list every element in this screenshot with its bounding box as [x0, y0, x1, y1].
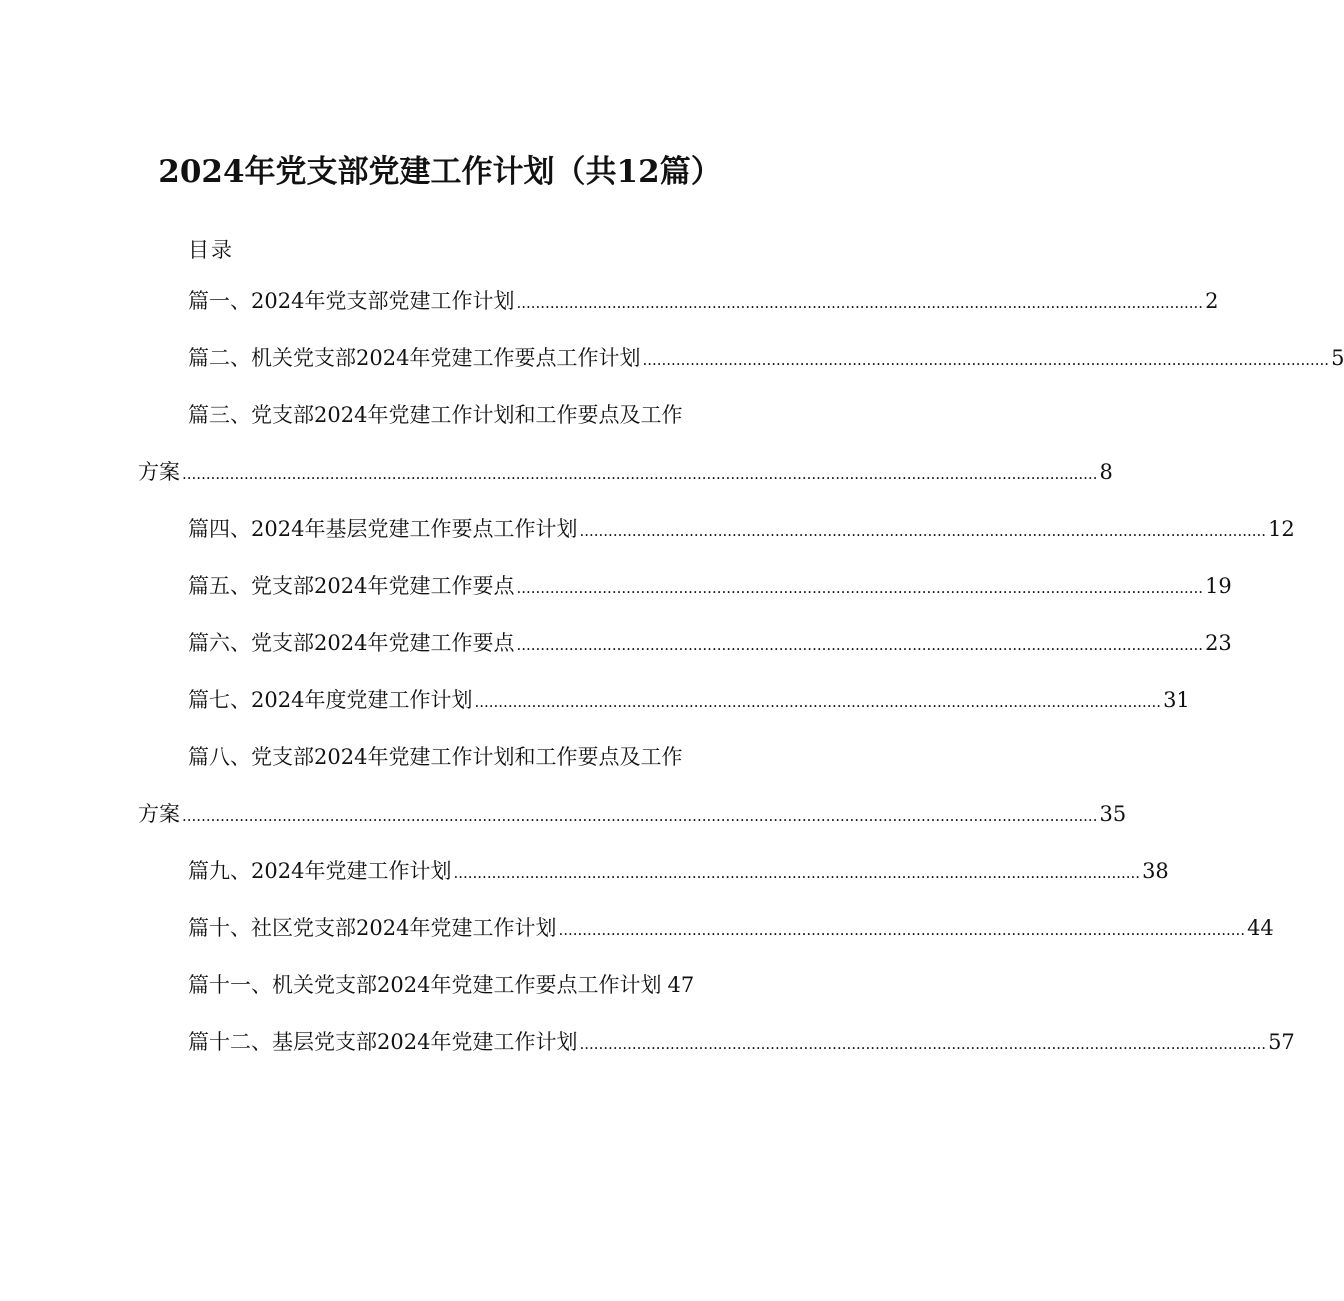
toc-entry[interactable]	[188, 514, 1295, 544]
toc-leader-dots: ................................................................................................................................................	[642, 351, 1330, 369]
toc-leader-dots: ................................................................................................................................................	[579, 1035, 1267, 1053]
toc-entry[interactable]	[188, 856, 1169, 886]
toc-leader-dots: ................................................................................................................................................	[579, 522, 1267, 540]
toc-entry-label: 篇九、2024年党建工作计划	[188, 859, 452, 883]
toc-entry-label: 方案	[138, 802, 180, 826]
toc-entry[interactable]	[188, 571, 1232, 601]
toc-leader-dots: ................................................................................................................................................	[516, 636, 1204, 654]
toc-entry-page: 12	[1268, 517, 1295, 541]
toc-entry[interactable]	[188, 286, 1219, 316]
toc-entry-page: 31	[1163, 688, 1190, 712]
toc-entry-page: 5	[1331, 346, 1344, 370]
toc-entry-label: 篇十二、基层党支部2024年党建工作计划	[188, 1030, 578, 1054]
toc-entry-page: 23	[1205, 631, 1232, 655]
toc-leader-dots: ................................................................................................................................................	[474, 693, 1162, 711]
toc-entry[interactable]	[188, 970, 694, 1000]
toc-entry[interactable]	[188, 343, 1344, 373]
toc-entry-label: 篇四、2024年基层党建工作要点工作计划	[188, 517, 578, 541]
toc-entry-label: 篇十、社区党支部2024年党建工作计划	[188, 916, 557, 940]
toc-entry-label: 篇十一、机关党支部2024年党建工作要点工作计划	[188, 973, 662, 997]
toc-entry-page: 38	[1142, 859, 1169, 883]
toc-entry[interactable]	[188, 685, 1190, 715]
toc-leader-dots: ................................................................................................................................................	[453, 864, 1141, 882]
toc-entry-page: 57	[1268, 1030, 1295, 1054]
toc-heading: 目录	[188, 238, 234, 262]
toc-entry-label-line1[interactable]: 篇八、党支部2024年党建工作计划和工作要点及工作	[188, 745, 683, 769]
toc-entry[interactable]	[138, 457, 1113, 487]
document-title: 2024年党支部党建工作计划（共12篇）	[158, 154, 722, 190]
toc-entry-label: 篇五、党支部2024年党建工作要点	[188, 574, 515, 598]
toc-entry[interactable]	[188, 1027, 1295, 1057]
toc-entry-page: 2	[1205, 289, 1219, 313]
toc-entry-page: 35	[1099, 802, 1127, 826]
toc-entry-label: 篇二、机关党支部2024年党建工作要点工作计划	[188, 346, 641, 370]
toc-entry[interactable]	[188, 628, 1232, 658]
toc-entry-page: 47	[667, 973, 695, 997]
toc-leader-dots: ................................................................................................................................................	[516, 579, 1204, 597]
toc-entry-label-line1[interactable]: 篇三、党支部2024年党建工作计划和工作要点及工作	[188, 403, 683, 427]
toc-leader-dots: ................................................................................................................................................	[516, 294, 1204, 312]
toc-entry-label: 篇六、党支部2024年党建工作要点	[188, 631, 515, 655]
toc-entry-page: 44	[1247, 916, 1274, 940]
toc-leader-dots: ................................................................................................................................................................................................	[182, 465, 1098, 483]
toc-entry-label: 篇一、2024年党支部党建工作计划	[188, 289, 515, 313]
toc-entry-page: 19	[1205, 574, 1232, 598]
toc-entry[interactable]	[138, 799, 1127, 829]
toc-entry-label: 篇七、2024年度党建工作计划	[188, 688, 473, 712]
toc-entry-label: 方案	[138, 460, 180, 484]
toc-entry-page: 8	[1099, 460, 1113, 484]
toc-entry[interactable]	[188, 913, 1274, 943]
toc-leader-dots: ................................................................................................................................................................................................	[182, 807, 1098, 825]
toc-leader-dots: ................................................................................................................................................	[558, 921, 1246, 939]
